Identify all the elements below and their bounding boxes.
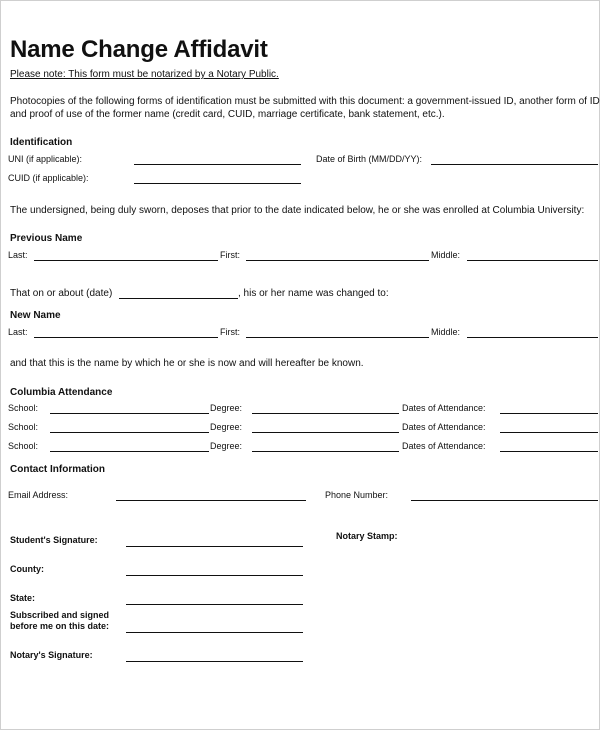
new-middle-label: Middle: [431, 327, 461, 337]
identification-heading: Identification [10, 137, 73, 148]
dob-label: Date of Birth (MM/DD/YY): [316, 154, 423, 164]
attendance-dates-field[interactable] [500, 451, 598, 452]
previous-first-field[interactable] [246, 260, 429, 261]
new-middle-field[interactable] [467, 337, 598, 338]
student-signature-field[interactable] [126, 546, 303, 547]
attendance-degree-field[interactable] [252, 413, 399, 414]
previous-middle-field[interactable] [467, 260, 598, 261]
attendance-dates-label: Dates of Attendance: [402, 403, 486, 413]
new-first-field[interactable] [246, 337, 429, 338]
attendance-school-label: School: [8, 403, 39, 413]
attendance-dates-label: Dates of Attendance: [402, 441, 486, 451]
known-statement: and that this is the name by which he or she is now and will hereafter be known. [10, 358, 364, 369]
notary-signature-field[interactable] [126, 661, 303, 662]
notary-signature-label: Notary's Signature: [10, 650, 93, 660]
notary-stamp-label: Notary Stamp: [336, 531, 398, 541]
student-signature-label: Student's Signature: [10, 535, 98, 545]
email-label: Email Address: [8, 490, 69, 500]
cuid-field[interactable] [134, 183, 301, 184]
notary-note: Please note: This form must be notarized by a Notary Public. [10, 69, 279, 80]
attendance-dates-field[interactable] [500, 432, 598, 433]
change-date-suffix: , his or her name was changed to: [238, 288, 389, 299]
attendance-school-field[interactable] [50, 432, 209, 433]
previous-name-heading: Previous Name [10, 233, 83, 244]
sworn-statement: The undersigned, being duly sworn, deposes that prior to the date indicated below, he or she was enrolled at Columbia University: [10, 205, 585, 216]
intro-line-2: and proof of use of the former name (credit card, CUID, marriage certificate, bank statement, etc.). [10, 109, 445, 120]
attendance-degree-label: Degree: [210, 441, 243, 451]
attendance-school-label: School: [8, 441, 39, 451]
attendance-heading: Columbia Attendance [10, 387, 113, 398]
change-date-prefix: That on or about (date) [10, 288, 113, 299]
county-label: County: [10, 564, 44, 574]
new-name-heading: New Name [10, 310, 61, 321]
attendance-school-label: School: [8, 422, 39, 432]
email-field[interactable] [116, 500, 306, 501]
state-field[interactable] [126, 604, 303, 605]
contact-heading: Contact Information [10, 464, 105, 475]
attendance-degree-label: Degree: [210, 403, 243, 413]
new-last-label: Last: [8, 327, 28, 337]
page-title: Name Change Affidavit [10, 36, 268, 63]
change-date-field[interactable] [119, 298, 238, 299]
subscribed-label-line-2: before me on this date: [10, 621, 110, 631]
phone-label: Phone Number: [325, 490, 389, 500]
subscribed-label-line-1: Subscribed and signed [10, 610, 110, 620]
previous-last-field[interactable] [34, 260, 218, 261]
cuid-label: CUID (if applicable): [8, 173, 89, 183]
previous-middle-label: Middle: [431, 250, 461, 260]
previous-first-label: First: [220, 250, 240, 260]
dob-field[interactable] [431, 164, 598, 165]
uni-field[interactable] [134, 164, 301, 165]
new-last-field[interactable] [34, 337, 218, 338]
attendance-dates-label: Dates of Attendance: [402, 422, 486, 432]
attendance-degree-label: Degree: [210, 422, 243, 432]
attendance-school-field[interactable] [50, 451, 209, 452]
uni-label: UNI (if applicable): [8, 154, 83, 164]
phone-field[interactable] [411, 500, 598, 501]
attendance-school-field[interactable] [50, 413, 209, 414]
intro-line-1: Photocopies of the following forms of identification must be submitted with this document: a government-issued ID, another form of ID [10, 96, 600, 107]
county-field[interactable] [126, 575, 303, 576]
previous-last-label: Last: [8, 250, 28, 260]
attendance-degree-field[interactable] [252, 432, 399, 433]
subscribed-date-field[interactable] [126, 632, 303, 633]
new-first-label: First: [220, 327, 240, 337]
state-label: State: [10, 593, 36, 603]
attendance-dates-field[interactable] [500, 413, 598, 414]
attendance-degree-field[interactable] [252, 451, 399, 452]
